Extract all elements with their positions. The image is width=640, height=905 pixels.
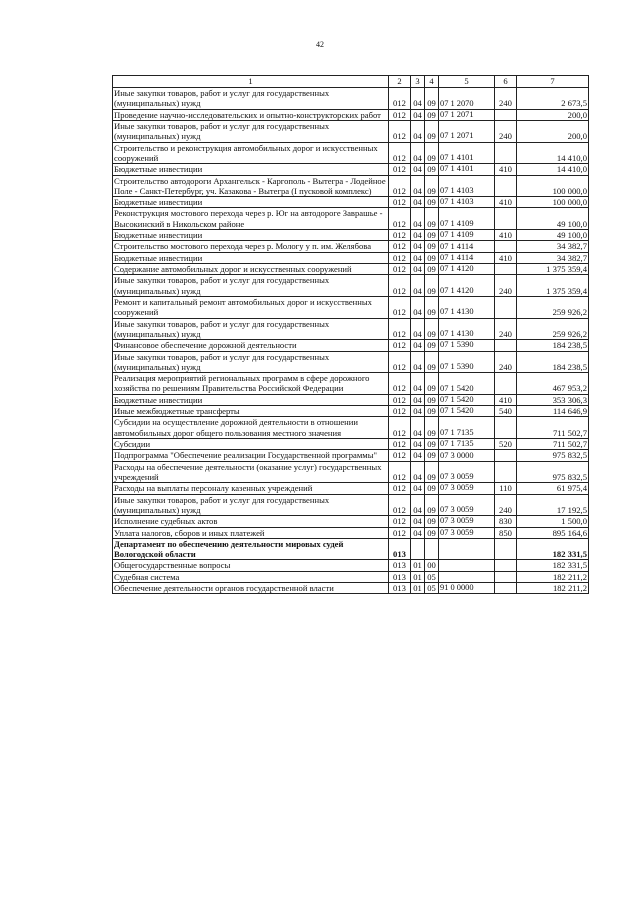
subsection-cell: 09 <box>425 230 439 241</box>
ministry-code-cell: 012 <box>389 406 411 417</box>
amount-cell: 975 832,5 <box>517 450 589 461</box>
table-row <box>113 264 589 275</box>
section-cell: 01 <box>411 571 425 582</box>
amount-cell: 61 975,4 <box>517 483 589 494</box>
subsection-cell: 09 <box>425 109 439 120</box>
section-cell: 04 <box>411 230 425 241</box>
subsection-cell: 09 <box>425 318 439 340</box>
subsection-cell: 09 <box>425 483 439 494</box>
subsection-cell: 09 <box>425 164 439 175</box>
table-row <box>113 483 589 494</box>
target-article-cell: 07 1 2071 <box>439 109 495 120</box>
expense-type-cell: 240 <box>495 120 517 142</box>
header-cell: 4 <box>425 76 439 88</box>
section-cell <box>411 538 425 560</box>
ministry-code-cell: 012 <box>389 439 411 450</box>
expense-name-cell: Исполнение судебных актов <box>113 516 389 527</box>
expense-name-cell: Расходы на обеспечение деятельности (оказание услуг) государственных учреждений <box>113 461 389 483</box>
amount-cell: 17 192,5 <box>517 494 589 516</box>
amount-cell: 14 410,0 <box>517 142 589 164</box>
target-article-cell: 07 1 4130 <box>439 318 495 340</box>
ministry-code-cell: 012 <box>389 373 411 395</box>
ministry-code-cell: 012 <box>389 318 411 340</box>
ministry-code-cell: 012 <box>389 394 411 405</box>
amount-cell: 259 926,2 <box>517 318 589 340</box>
table-row <box>113 197 589 208</box>
subsection-cell: 09 <box>425 461 439 483</box>
table-row <box>113 450 589 461</box>
ministry-code-cell: 012 <box>389 494 411 516</box>
expense-type-cell: 240 <box>495 275 517 297</box>
expense-type-cell <box>495 208 517 230</box>
expense-name-cell: Департамент по обеспечению деятельности мировых судей Вологодской области <box>113 538 389 560</box>
table-row <box>113 318 589 340</box>
amount-cell: 182 331,5 <box>517 538 589 560</box>
section-cell: 04 <box>411 417 425 439</box>
section-cell: 01 <box>411 583 425 594</box>
expense-name-cell: Иные закупки товаров, работ и услуг для государственных (муниципальных) нужд <box>113 275 389 297</box>
section-cell: 04 <box>411 483 425 494</box>
subsection-cell: 09 <box>425 208 439 230</box>
expense-type-cell <box>495 340 517 351</box>
subsection-cell: 09 <box>425 296 439 318</box>
target-article-cell: 07 1 4130 <box>439 296 495 318</box>
subsection-cell: 09 <box>425 450 439 461</box>
target-article-cell: 07 3 0059 <box>439 527 495 538</box>
expense-name-cell: Строительство автодороги Архангельск - Каргополь - Вытегра - Лодейное Поле - Санкт-Петербург, уч. Казакова - Вытегра (I пусковой комплекс) <box>113 175 389 197</box>
amount-cell: 182 211,2 <box>517 583 589 594</box>
expense-name-cell: Подпрограмма "Обеспечение реализации Государственной программы" <box>113 450 389 461</box>
expense-name-cell: Бюджетные инвестиции <box>113 197 389 208</box>
section-cell: 04 <box>411 109 425 120</box>
ministry-code-cell: 012 <box>389 175 411 197</box>
amount-cell: 100 000,0 <box>517 175 589 197</box>
amount-cell: 182 211,2 <box>517 571 589 582</box>
expense-name-cell: Строительство мостового перехода через р. Мологу у п. им. Желябова <box>113 241 389 252</box>
section-cell: 04 <box>411 142 425 164</box>
ministry-code-cell: 012 <box>389 120 411 142</box>
expense-name-cell: Судебная система <box>113 571 389 582</box>
expense-type-cell: 240 <box>495 318 517 340</box>
expense-type-cell: 240 <box>495 494 517 516</box>
expense-type-cell: 520 <box>495 439 517 450</box>
target-article-cell: 07 3 0059 <box>439 516 495 527</box>
table-row <box>113 296 589 318</box>
table-row <box>113 275 589 297</box>
ministry-code-cell: 012 <box>389 340 411 351</box>
target-article-cell <box>439 560 495 571</box>
amount-cell: 353 306,3 <box>517 394 589 405</box>
target-article-cell: 07 1 4103 <box>439 175 495 197</box>
expense-name-cell: Бюджетные инвестиции <box>113 164 389 175</box>
ministry-code-cell: 012 <box>389 275 411 297</box>
amount-cell: 200,0 <box>517 120 589 142</box>
table-row <box>113 241 589 252</box>
expense-type-cell <box>495 373 517 395</box>
table-row <box>113 88 589 110</box>
ministry-code-cell: 013 <box>389 583 411 594</box>
subsection-cell: 05 <box>425 583 439 594</box>
expense-name-cell: Иные межбюджетные трансферты <box>113 406 389 417</box>
expense-type-cell: 410 <box>495 252 517 263</box>
subsection-cell: 09 <box>425 241 439 252</box>
expense-name-cell: Ремонт и капитальный ремонт автомобильных дорог и искусственных сооружений <box>113 296 389 318</box>
ministry-code-cell: 012 <box>389 252 411 263</box>
header-cell: 7 <box>517 76 589 88</box>
ministry-code-cell: 012 <box>389 142 411 164</box>
section-cell: 04 <box>411 296 425 318</box>
expense-name-cell: Иные закупки товаров, работ и услуг для государственных (муниципальных) нужд <box>113 494 389 516</box>
section-cell: 04 <box>411 208 425 230</box>
expense-type-cell: 110 <box>495 483 517 494</box>
page-number: 42 <box>316 40 324 49</box>
subsection-cell: 05 <box>425 571 439 582</box>
expense-type-cell <box>495 571 517 582</box>
amount-cell: 100 000,0 <box>517 197 589 208</box>
target-article-cell <box>439 571 495 582</box>
expense-name-cell: Расходы на выплаты персоналу казенных учреждений <box>113 483 389 494</box>
section-cell: 04 <box>411 88 425 110</box>
expense-type-cell <box>495 560 517 571</box>
expense-type-cell <box>495 296 517 318</box>
section-cell: 04 <box>411 164 425 175</box>
expense-type-cell <box>495 583 517 594</box>
expense-name-cell: Бюджетные инвестиции <box>113 230 389 241</box>
target-article-cell: 07 1 5420 <box>439 373 495 395</box>
expense-type-cell <box>495 142 517 164</box>
target-article-cell: 91 0 0000 <box>439 583 495 594</box>
section-cell: 04 <box>411 252 425 263</box>
expense-type-cell <box>495 241 517 252</box>
subsection-cell: 09 <box>425 439 439 450</box>
target-article-cell <box>439 538 495 560</box>
amount-cell: 34 382,7 <box>517 252 589 263</box>
amount-cell: 1 375 359,4 <box>517 264 589 275</box>
expense-type-cell: 410 <box>495 164 517 175</box>
ministry-code-cell: 012 <box>389 109 411 120</box>
section-cell: 04 <box>411 351 425 373</box>
table-row <box>113 373 589 395</box>
amount-cell: 975 832,5 <box>517 461 589 483</box>
target-article-cell: 07 1 4109 <box>439 208 495 230</box>
subsection-cell: 09 <box>425 516 439 527</box>
table-row <box>113 516 589 527</box>
ministry-code-cell: 012 <box>389 241 411 252</box>
ministry-code-cell: 013 <box>389 560 411 571</box>
target-article-cell: 07 3 0059 <box>439 494 495 516</box>
section-cell: 04 <box>411 275 425 297</box>
subsection-cell: 09 <box>425 351 439 373</box>
section-cell: 04 <box>411 120 425 142</box>
expense-type-cell: 240 <box>495 351 517 373</box>
table-row <box>113 560 589 571</box>
amount-cell: 711 502,7 <box>517 417 589 439</box>
expense-type-cell <box>495 461 517 483</box>
section-cell: 04 <box>411 406 425 417</box>
expense-name-cell: Уплата налогов, сборов и иных платежей <box>113 527 389 538</box>
subsection-cell: 09 <box>425 88 439 110</box>
table-row <box>113 340 589 351</box>
target-article-cell: 07 1 4114 <box>439 241 495 252</box>
ministry-code-cell: 012 <box>389 197 411 208</box>
subsection-cell: 09 <box>425 373 439 395</box>
expense-type-cell <box>495 264 517 275</box>
ministry-code-cell: 012 <box>389 351 411 373</box>
section-cell: 04 <box>411 264 425 275</box>
expense-type-cell <box>495 538 517 560</box>
amount-cell: 467 953,2 <box>517 373 589 395</box>
expense-name-cell: Иные закупки товаров, работ и услуг для государственных (муниципальных) нужд <box>113 351 389 373</box>
subsection-cell: 09 <box>425 120 439 142</box>
ministry-code-cell: 012 <box>389 264 411 275</box>
expense-name-cell: Субсидии <box>113 439 389 450</box>
expense-type-cell: 410 <box>495 394 517 405</box>
expense-type-cell <box>495 109 517 120</box>
expense-name-cell: Финансовое обеспечение дорожной деятельности <box>113 340 389 351</box>
subsection-cell: 09 <box>425 142 439 164</box>
ministry-code-cell: 012 <box>389 296 411 318</box>
expense-name-cell: Общегосударственные вопросы <box>113 560 389 571</box>
expense-name-cell: Реконструкция мостового перехода через р. Юг на автодороге Заврашье - Высокинский в Никольском районе <box>113 208 389 230</box>
expense-type-cell <box>495 450 517 461</box>
header-cell: 5 <box>439 76 495 88</box>
target-article-cell: 07 1 7135 <box>439 417 495 439</box>
subsection-cell: 00 <box>425 560 439 571</box>
target-article-cell: 07 1 2071 <box>439 120 495 142</box>
amount-cell: 182 331,5 <box>517 560 589 571</box>
subsection-cell: 09 <box>425 175 439 197</box>
target-article-cell: 07 1 4101 <box>439 164 495 175</box>
target-article-cell: 07 1 5390 <box>439 351 495 373</box>
section-cell: 04 <box>411 175 425 197</box>
ministry-code-cell: 012 <box>389 417 411 439</box>
header-cell: 6 <box>495 76 517 88</box>
target-article-cell: 07 1 7135 <box>439 439 495 450</box>
expense-name-cell: Субсидии на осуществление дорожной деятельности в отношении автомобильных дорог общего пользования местного значения <box>113 417 389 439</box>
subsection-cell: 09 <box>425 494 439 516</box>
subsection-cell: 09 <box>425 264 439 275</box>
ministry-code-cell: 012 <box>389 483 411 494</box>
ministry-code-cell: 013 <box>389 571 411 582</box>
subsection-cell: 09 <box>425 340 439 351</box>
target-article-cell: 07 1 4101 <box>439 142 495 164</box>
expense-name-cell: Содержание автомобильных дорог и искусственных сооружений <box>113 264 389 275</box>
table-row <box>113 142 589 164</box>
target-article-cell: 07 1 5420 <box>439 394 495 405</box>
ministry-code-cell: 012 <box>389 208 411 230</box>
section-cell: 04 <box>411 394 425 405</box>
table-row <box>113 175 589 197</box>
header-row <box>113 76 589 88</box>
ministry-code-cell: 013 <box>389 538 411 560</box>
expense-name-cell: Строительство и реконструкция автомобильных дорог и искусственных сооружений <box>113 142 389 164</box>
section-cell: 04 <box>411 197 425 208</box>
amount-cell: 1 500,0 <box>517 516 589 527</box>
amount-cell: 114 646,9 <box>517 406 589 417</box>
amount-cell: 184 238,5 <box>517 340 589 351</box>
target-article-cell: 07 1 5390 <box>439 340 495 351</box>
expense-type-cell: 850 <box>495 527 517 538</box>
table-row <box>113 252 589 263</box>
expense-name-cell: Бюджетные инвестиции <box>113 394 389 405</box>
ministry-code-cell: 012 <box>389 527 411 538</box>
table-row <box>113 351 589 373</box>
target-article-cell: 07 1 4103 <box>439 197 495 208</box>
target-article-cell: 07 1 2070 <box>439 88 495 110</box>
amount-cell: 259 926,2 <box>517 296 589 318</box>
section-cell: 04 <box>411 516 425 527</box>
expense-name-cell: Реализация мероприятий региональных программ в сфере дорожного хозяйства по решениям Правительства Российской Федерации <box>113 373 389 395</box>
expense-name-cell: Бюджетные инвестиции <box>113 252 389 263</box>
table-row <box>113 461 589 483</box>
target-article-cell: 07 1 4114 <box>439 252 495 263</box>
section-cell: 04 <box>411 373 425 395</box>
table-row <box>113 494 589 516</box>
budget-table <box>112 75 589 594</box>
amount-cell: 200,0 <box>517 109 589 120</box>
expense-type-cell: 410 <box>495 230 517 241</box>
ministry-code-cell: 012 <box>389 450 411 461</box>
subsection-cell: 09 <box>425 394 439 405</box>
table-row <box>113 164 589 175</box>
table-row <box>113 439 589 450</box>
section-cell: 04 <box>411 494 425 516</box>
subsection-cell: 09 <box>425 197 439 208</box>
expense-type-cell <box>495 175 517 197</box>
ministry-code-cell: 012 <box>389 230 411 241</box>
target-article-cell: 07 3 0059 <box>439 461 495 483</box>
section-cell: 01 <box>411 560 425 571</box>
subsection-cell: 09 <box>425 527 439 538</box>
target-article-cell: 07 1 4109 <box>439 230 495 241</box>
expense-name-cell: Иные закупки товаров, работ и услуг для государственных (муниципальных) нужд <box>113 318 389 340</box>
table-row <box>113 230 589 241</box>
amount-cell: 895 164,6 <box>517 527 589 538</box>
section-cell: 04 <box>411 439 425 450</box>
target-article-cell: 07 3 0059 <box>439 483 495 494</box>
expense-type-cell: 830 <box>495 516 517 527</box>
section-cell: 04 <box>411 461 425 483</box>
target-article-cell: 07 1 4120 <box>439 275 495 297</box>
header-cell: 2 <box>389 76 411 88</box>
expense-type-cell: 540 <box>495 406 517 417</box>
table-row <box>113 109 589 120</box>
amount-cell: 49 100,0 <box>517 230 589 241</box>
subsection-cell: 09 <box>425 406 439 417</box>
target-article-cell: 07 1 5420 <box>439 406 495 417</box>
ministry-code-cell: 012 <box>389 164 411 175</box>
amount-cell: 49 100,0 <box>517 208 589 230</box>
table-row <box>113 394 589 405</box>
table-row <box>113 538 589 560</box>
expense-name-cell: Проведение научно-исследовательских и опытно-конструкторских работ <box>113 109 389 120</box>
expense-type-cell: 410 <box>495 197 517 208</box>
amount-cell: 711 502,7 <box>517 439 589 450</box>
amount-cell: 34 382,7 <box>517 241 589 252</box>
target-article-cell: 07 1 4120 <box>439 264 495 275</box>
expense-name-cell: Иные закупки товаров, работ и услуг для государственных (муниципальных) нужд <box>113 120 389 142</box>
amount-cell: 1 375 359,4 <box>517 275 589 297</box>
table-row <box>113 120 589 142</box>
ministry-code-cell: 012 <box>389 461 411 483</box>
table-row <box>113 527 589 538</box>
subsection-cell: 09 <box>425 417 439 439</box>
section-cell: 04 <box>411 527 425 538</box>
amount-cell: 2 673,5 <box>517 88 589 110</box>
subsection-cell: 09 <box>425 275 439 297</box>
ministry-code-cell: 012 <box>389 88 411 110</box>
table-row <box>113 583 589 594</box>
table-row <box>113 208 589 230</box>
expense-name-cell: Обеспечение деятельности органов государственной власти <box>113 583 389 594</box>
header-cell: 3 <box>411 76 425 88</box>
header-cell: 1 <box>113 76 389 88</box>
section-cell: 04 <box>411 340 425 351</box>
table-body <box>113 76 589 594</box>
subsection-cell <box>425 538 439 560</box>
section-cell: 04 <box>411 318 425 340</box>
table-row <box>113 571 589 582</box>
table-row <box>113 417 589 439</box>
table-row <box>113 406 589 417</box>
amount-cell: 14 410,0 <box>517 164 589 175</box>
expense-name-cell: Иные закупки товаров, работ и услуг для государственных (муниципальных) нужд <box>113 88 389 110</box>
amount-cell: 184 238,5 <box>517 351 589 373</box>
target-article-cell: 07 3 0000 <box>439 450 495 461</box>
ministry-code-cell: 012 <box>389 516 411 527</box>
expense-type-cell <box>495 417 517 439</box>
subsection-cell: 09 <box>425 252 439 263</box>
section-cell: 04 <box>411 241 425 252</box>
expense-type-cell: 240 <box>495 88 517 110</box>
section-cell: 04 <box>411 450 425 461</box>
